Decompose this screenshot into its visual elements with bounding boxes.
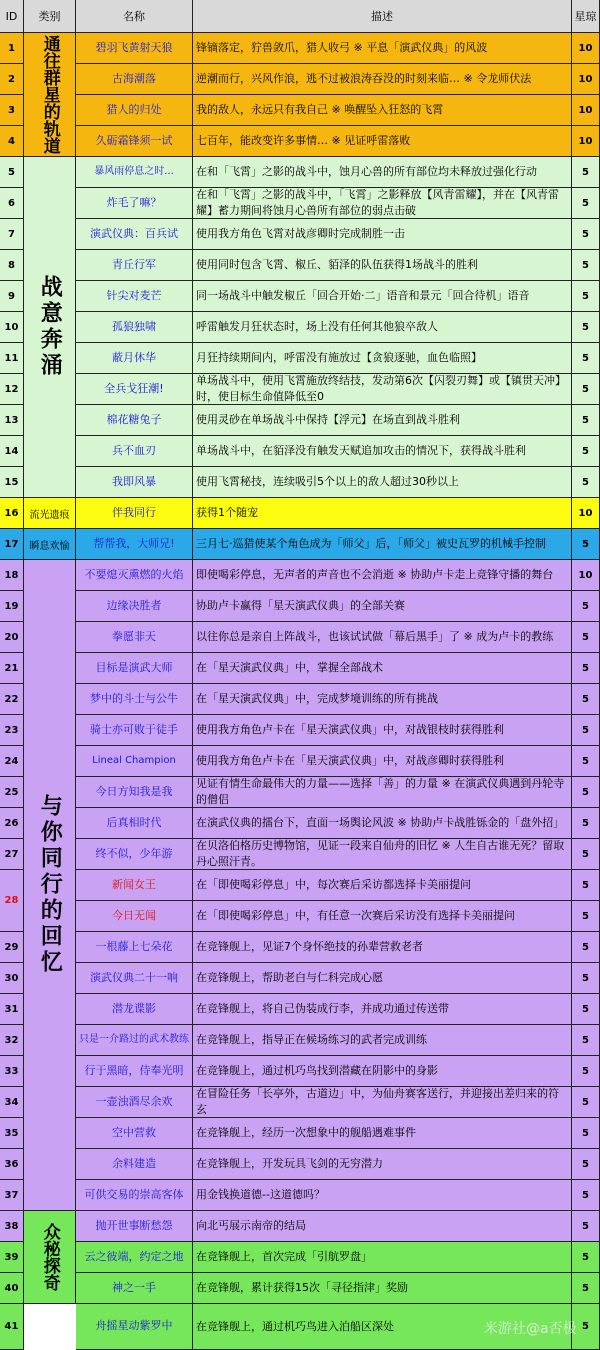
achievement-description: 在「即使喝彩停息」中，每次赛后采访都选择卡美丽提问 xyxy=(193,870,572,901)
achievement-description: 向北丐展示南帝的结局 xyxy=(193,1211,572,1242)
row-id: 24 xyxy=(0,746,24,777)
achievement-name: 暴风雨停息之时... xyxy=(76,157,193,188)
row-id: 5 xyxy=(0,157,24,188)
star-reward: 5 xyxy=(572,870,600,901)
star-reward: 5 xyxy=(572,188,600,219)
achievement-description: 协助卢卡赢得「星天演武仪典」的全部关赛 xyxy=(193,591,572,622)
star-reward: 5 xyxy=(572,1211,600,1242)
row-id: 40 xyxy=(0,1273,24,1304)
row-id: 27 xyxy=(0,839,24,870)
achievement-name: 神之一手 xyxy=(76,1273,193,1304)
achievement-name: 一壶浊酒尽余欢 xyxy=(76,1087,193,1118)
achievement-name: 兵不血刃 xyxy=(76,436,193,467)
star-reward: 5 xyxy=(572,1056,600,1087)
achievement-description: 在竞锋舰上，开发玩具飞剑的无穷潜力 xyxy=(193,1149,572,1180)
achievement-name: 古海潮落 xyxy=(76,64,193,95)
row-id: 23 xyxy=(0,715,24,746)
row-id: 33 xyxy=(0,1056,24,1087)
row-id: 21 xyxy=(0,653,24,684)
header-stars: 星琼 xyxy=(572,0,600,33)
achievement-description: 使用同时包含飞霄、椒丘、貊泽的队伍获得1场战斗的胜利 xyxy=(193,250,572,281)
row-id: 13 xyxy=(0,405,24,436)
row-id: 4 xyxy=(0,126,24,157)
achievement-description: 在贝洛伯格历史博物馆，见证一段来自仙舟的旧忆 ※ 人生自古谁无死？留取丹心照汗青。 xyxy=(193,839,572,870)
row-id: 30 xyxy=(0,963,24,994)
achievement-description: 使用我方角色卢卡在「星天演武仪典」中，对战彦卿时获得胜利 xyxy=(193,746,572,777)
achievement-description: 呼雷触发月狂状态时，场上没有任何其他狼卒敌人 xyxy=(193,312,572,343)
star-reward: 5 xyxy=(572,374,600,405)
star-reward: 5 xyxy=(572,963,600,994)
achievement-name: 帮帮我，大师兄! xyxy=(76,529,193,560)
achievement-name: 舟摇星动紫罗中 xyxy=(76,1304,193,1350)
row-id: 22 xyxy=(0,684,24,715)
achievement-description: 在竞锋舰上，首次完成「引航罗盘」 xyxy=(193,1242,572,1273)
row-id: 2 xyxy=(0,64,24,95)
achievement-name: 今日无闻 xyxy=(76,901,193,932)
star-reward: 5 xyxy=(572,994,600,1025)
achievement-name: 终不似，少年游 xyxy=(76,839,193,870)
achievement-description: 七百年，能改变许多事情… ※ 见证呼雷落败 xyxy=(193,126,572,157)
achievement-name: 云之彼端，约定之地 xyxy=(76,1242,193,1273)
star-reward: 5 xyxy=(572,529,600,560)
star-reward: 5 xyxy=(572,901,600,932)
achievement-name: 今日方知我是我 xyxy=(76,777,193,808)
achievement-description: 使用我方角色飞霄对战彦卿时完成制胜一击 xyxy=(193,219,572,250)
header-category: 类别 xyxy=(24,0,76,33)
achievement-name: 全兵戈狂潮! xyxy=(76,374,193,405)
achievement-description: 在竞锋舰上，通过机巧鸟找到潜藏在阴影中的身影 xyxy=(193,1056,572,1087)
row-id: 25 xyxy=(0,777,24,808)
achievement-description: 月狂持续期间内，呼雷没有施放过【贪狼逐驰，血色临照】 xyxy=(193,343,572,374)
row-id: 18 xyxy=(0,560,24,591)
row-id: 34 xyxy=(0,1087,24,1118)
row-id: 19 xyxy=(0,591,24,622)
achievement-description: 在竞锋舰，累计获得15次「寻径指津」奖励 xyxy=(193,1273,572,1304)
achievement-name: 孤狼独啸 xyxy=(76,312,193,343)
achievement-name: 碧羽飞黄射天狼 xyxy=(76,33,193,64)
achievement-name: 潜龙谍影 xyxy=(76,994,193,1025)
achievement-name: 演武仪典二十一响 xyxy=(76,963,193,994)
achievement-description: 锋镝落定，狞兽敛爪，猎人收弓 ※ 平息「演武仪典」的风波 xyxy=(193,33,572,64)
achievement-name: 久砺霜锋须一试 xyxy=(76,126,193,157)
achievement-description: 使用我方角色卢卡在「星天演武仪典」中，对战银枝时获得胜利 xyxy=(193,715,572,746)
achievement-description: 单场战斗中，在貊泽没有触发天赋追加攻击的情况下，获得战斗胜利 xyxy=(193,436,572,467)
achievement-description: 我的敌人，永远只有我自己 ※ 唤醒坠入狂怒的飞霄 xyxy=(193,95,572,126)
achievement-name: 棉花糖兔子 xyxy=(76,405,193,436)
achievement-description: 逆潮而行，兴风作浪，逃不过被浪涛吞没的时刻来临… ※ 令龙师伏法 xyxy=(193,64,572,95)
achievement-name: 骑士亦可败于徒手 xyxy=(76,715,193,746)
achievement-name: 针尖对麦芒 xyxy=(76,281,193,312)
star-reward: 5 xyxy=(572,684,600,715)
achievement-description: 在「即使喝彩停息」中，有任意一次赛后采访没有选择卡美丽提问 xyxy=(193,901,572,932)
achievement-name: 后真相时代 xyxy=(76,808,193,839)
achievement-name: 边缘决胜者 xyxy=(76,591,193,622)
star-reward: 5 xyxy=(572,405,600,436)
achievement-description: 见证有情生命最伟大的力量——选择「善」的力量 ※ 在演武仪典遇到丹轮寺的僧侣 xyxy=(193,777,572,808)
achievement-description: 在演武仪典的擂台下，直面一场舆论风波 ※ 协助卢卡战胜铄金的「盘外招」 xyxy=(193,808,572,839)
row-id: 38 xyxy=(0,1211,24,1242)
achievement-description: 在竞锋舰上，帮助老白与仁科完成心愿 xyxy=(193,963,572,994)
row-id: 20 xyxy=(0,622,24,653)
achievement-name: 一根藤上七朵花 xyxy=(76,932,193,963)
category-label: 流光遗痕 xyxy=(24,498,76,529)
achievement-description: 在竞锋舰上，将自己伪装成行李，并成功通过传送带 xyxy=(193,994,572,1025)
achievement-description: 单场战斗中，使用飞霄施放终结技，发动第6次【闪裂刃舞】或【镇贯天冲】时，使目标生命值降低至0 xyxy=(193,374,572,405)
row-id: 28 xyxy=(0,870,24,932)
star-reward: 5 xyxy=(572,157,600,188)
star-reward: 5 xyxy=(572,219,600,250)
header-description: 描述 xyxy=(193,0,572,33)
star-reward: 5 xyxy=(572,1304,600,1350)
row-id: 16 xyxy=(0,498,24,529)
star-reward: 10 xyxy=(572,126,600,157)
achievement-name: 新闻女王 xyxy=(76,870,193,901)
achievement-description: 在「星天演武仪典」中，掌握全部战术 xyxy=(193,653,572,684)
star-reward: 5 xyxy=(572,746,600,777)
star-reward: 5 xyxy=(572,1242,600,1273)
achievement-name: 猎人的归处 xyxy=(76,95,193,126)
category-label: 与你同行的回忆 xyxy=(24,560,76,1211)
achievement-name: 梦中的斗士与公牛 xyxy=(76,684,193,715)
achievement-name: 青丘行军 xyxy=(76,250,193,281)
category-label: 通往群星的轨道 xyxy=(24,33,76,157)
star-reward: 5 xyxy=(572,622,600,653)
star-reward: 5 xyxy=(572,777,600,808)
category-label: 战意奔涌 xyxy=(24,157,76,498)
row-id: 9 xyxy=(0,281,24,312)
star-reward: 5 xyxy=(572,808,600,839)
achievement-name: 只是一介路过的武术教练 xyxy=(76,1025,193,1056)
star-reward: 10 xyxy=(572,95,600,126)
achievement-description: 在竞锋舰上，经历一次想象中的舰船遇难事件 xyxy=(193,1118,572,1149)
achievement-name: 伴我同行 xyxy=(76,498,193,529)
row-id: 32 xyxy=(0,1025,24,1056)
row-id: 14 xyxy=(0,436,24,467)
star-reward: 5 xyxy=(572,250,600,281)
achievement-description: 在竞锋舰上，见证7个身怀绝技的孙辈营救老者 xyxy=(193,932,572,963)
achievement-description: 在「星天演武仪典」中，完成梦境训练的所有挑战 xyxy=(193,684,572,715)
achievement-description: 以往你总是亲自上阵战斗，也该试试做「幕后黑手」了 ※ 成为卢卡的教练 xyxy=(193,622,572,653)
row-id: 17 xyxy=(0,529,24,560)
achievement-description: 使用飞霄秘技，连续吸引5个以上的敌人超过30秒以上 xyxy=(193,467,572,498)
star-reward: 5 xyxy=(572,591,600,622)
achievement-name: 不要熄灭熏燃的火焰 xyxy=(76,560,193,591)
achievement-description: 同一场战斗中触发椒丘「回合开始·二」语音和景元「回合待机」语音 xyxy=(193,281,572,312)
star-reward: 5 xyxy=(572,1025,600,1056)
achievement-name: 行于黑暗，侍奉光明 xyxy=(76,1056,193,1087)
achievement-name: 可供交易的崇高客体 xyxy=(76,1180,193,1211)
star-reward: 5 xyxy=(572,1273,600,1304)
header-id: ID xyxy=(0,0,24,33)
achievement-name: 空中营救 xyxy=(76,1118,193,1149)
achievement-description: 在冒险任务「长亭外，古道边」中，为仙舟赛客送行，并迎接出差归来的符玄 xyxy=(193,1087,572,1118)
header-name: 名称 xyxy=(76,0,193,33)
star-reward: 5 xyxy=(572,1180,600,1211)
star-reward: 5 xyxy=(572,281,600,312)
row-id: 12 xyxy=(0,374,24,405)
achievement-name: 拳愿非天 xyxy=(76,622,193,653)
star-reward: 5 xyxy=(572,1118,600,1149)
star-reward: 5 xyxy=(572,715,600,746)
row-id: 37 xyxy=(0,1180,24,1211)
achievement-name: 演武仪典：百兵试 xyxy=(76,219,193,250)
star-reward: 5 xyxy=(572,839,600,870)
row-id: 31 xyxy=(0,994,24,1025)
star-reward: 5 xyxy=(572,1087,600,1118)
row-id: 3 xyxy=(0,95,24,126)
achievement-name: 目标是演武大师 xyxy=(76,653,193,684)
row-id: 15 xyxy=(0,467,24,498)
row-id: 41 xyxy=(0,1304,24,1350)
achievement-description: 在和「飞霄」之影的战斗中，「飞霄」之影释放【风青雷耀】，并在【风青雷耀】蓄力期间将蚀月心兽所有部位的弱点击破 xyxy=(193,188,572,219)
achievement-description: 用金钱换道德--这道德吗？ xyxy=(193,1180,572,1211)
star-reward: 10 xyxy=(572,560,600,591)
star-reward: 5 xyxy=(572,932,600,963)
achievement-description: 在和「飞霄」之影的战斗中，蚀月心兽的所有部位均未释放过强化行动 xyxy=(193,157,572,188)
category-label: 瞬息欢愉 xyxy=(24,529,76,560)
star-reward: 5 xyxy=(572,467,600,498)
row-id: 26 xyxy=(0,808,24,839)
row-id: 29 xyxy=(0,932,24,963)
achievement-name: 炸毛了嘛？ xyxy=(76,188,193,219)
star-reward: 5 xyxy=(572,653,600,684)
row-id: 11 xyxy=(0,343,24,374)
star-reward: 5 xyxy=(572,436,600,467)
star-reward: 10 xyxy=(572,33,600,64)
achievement-name: Lineal Champion xyxy=(76,746,193,777)
star-reward: 5 xyxy=(572,312,600,343)
star-reward: 5 xyxy=(572,1149,600,1180)
row-id: 36 xyxy=(0,1149,24,1180)
row-id: 6 xyxy=(0,188,24,219)
row-id: 39 xyxy=(0,1242,24,1273)
achievement-name: 我即风暴 xyxy=(76,467,193,498)
achievement-name: 蔽月休华 xyxy=(76,343,193,374)
achievement-description: 三月七·巡猎使某个角色成为「师父」后，「师父」被史瓦罗的机械手控制 xyxy=(193,529,572,560)
row-id: 7 xyxy=(0,219,24,250)
achievement-description: 在竞锋舰上，通过机巧鸟进入泊船区深处 xyxy=(193,1304,572,1350)
achievement-description: 使用灵砂在单场战斗中保持【浮元】在场直到战斗胜利 xyxy=(193,405,572,436)
achievement-description: 即使喝彩停息，无声者的声音也不会消逝 ※ 协助卢卡走上竞锋守播的舞台 xyxy=(193,560,572,591)
star-reward: 5 xyxy=(572,343,600,374)
achievement-name: 余料建造 xyxy=(76,1149,193,1180)
achievement-description: 在竞锋舰上，指导正在候场练习的武者完成训练 xyxy=(193,1025,572,1056)
watermark: 米游社@a否极 xyxy=(484,1321,577,1337)
row-id: 10 xyxy=(0,312,24,343)
star-reward: 10 xyxy=(572,64,600,95)
row-id: 8 xyxy=(0,250,24,281)
row-id: 35 xyxy=(0,1118,24,1149)
row-id: 1 xyxy=(0,33,24,64)
star-reward: 10 xyxy=(572,498,600,529)
category-label: 众秘探奇 xyxy=(24,1211,76,1304)
achievement-description: 获得1个随宠 xyxy=(193,498,572,529)
achievement-name: 抛开世事断愁怨 xyxy=(76,1211,193,1242)
